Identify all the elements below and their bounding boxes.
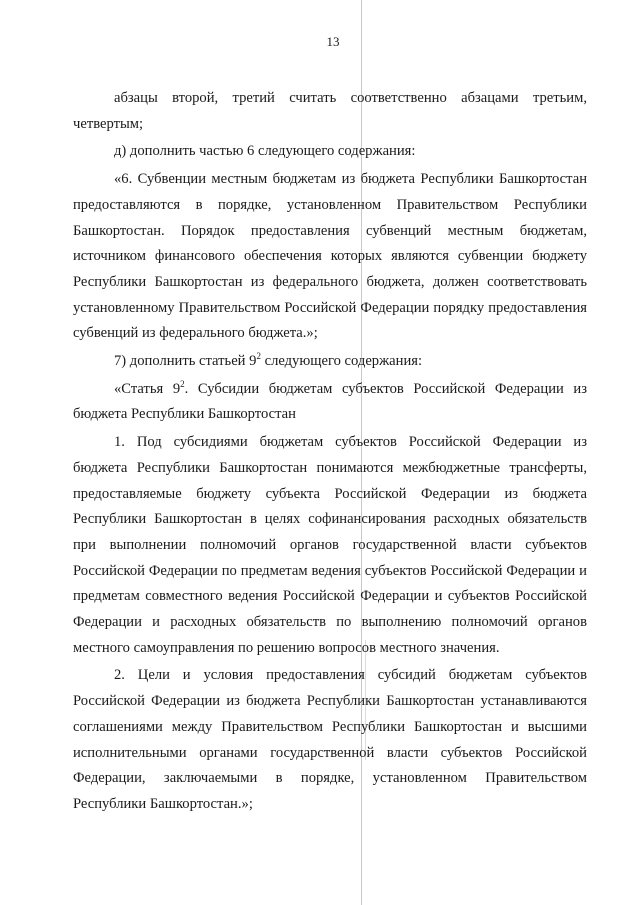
paragraph-add-part-6: д) дополнить частью 6 следующего содержания:: [114, 143, 416, 160]
item-7-superscript: 2: [256, 351, 261, 362]
item-7-text-end: следующего содержания:: [260, 353, 423, 370]
paragraph-paragraphs-renumber: абзацы второй, третий считать соответственно абзацами третьим, четвертым;: [73, 90, 587, 132]
paragraph-item-7: [73, 349, 587, 375]
document-page: [73, 34, 587, 818]
page-number: 13: [326, 34, 340, 49]
article-clause-2: 2. Цели и условия предоставления субсидий бюджетам субъектов Российской Федерации из бюджета Республики Башкортостан устанавливаются соглашениями между Правительством Республики Башкортостан и высшими исполнительными органами государственной власти субъектов Российской Федерации, заключаемыми в порядке, установленном Правительством Республики Башкортостан.»;: [73, 667, 587, 812]
article-clause-1: 1. Под субсидиями бюджетам субъектов Российской Федерации из бюджета Республики Башкортостан понимаются межбюджетные трансферты, предоставляемые бюджету субъекта Российской Федерации из бюджета Республики Башкортостан в целях софинансирования расходных обязательств при выполнении полномочий органов государственной власти субъектов Российской Федерации по предметам ведения субъектов Российской Федерации и предметам совместного ведения Российской Федерации и субъектов Российской Федерации и расходных обязательств по выполнению полномочий органов местного самоуправления по решению вопросов местного значения.: [73, 434, 587, 656]
paragraph-part-6-text: «6. Субвенции местным бюджетам из бюджета Республики Башкортостан предоставляются в порядке, установленном Правительством Республики Башкортостан. Порядок предоставления субвенций местным бюджетам, источником финансового обеспечения которых являются субвенции бюджету Республики Башкортостан из федерального бюджета, должен соответствовать установленному Правительством Российской Федерации порядку предоставления субвенций из федерального бюджета.»;: [73, 171, 587, 342]
article-heading-start: «Статья 9: [114, 380, 181, 397]
article-superscript: 2: [180, 378, 185, 389]
item-7-text-start: 7) дополнить статьей 9: [114, 353, 257, 370]
article-heading: [73, 377, 587, 428]
article-heading-end: . Субсидии бюджетам субъектов Российской Федерации из бюджета Республики Башкортостан: [73, 380, 587, 423]
